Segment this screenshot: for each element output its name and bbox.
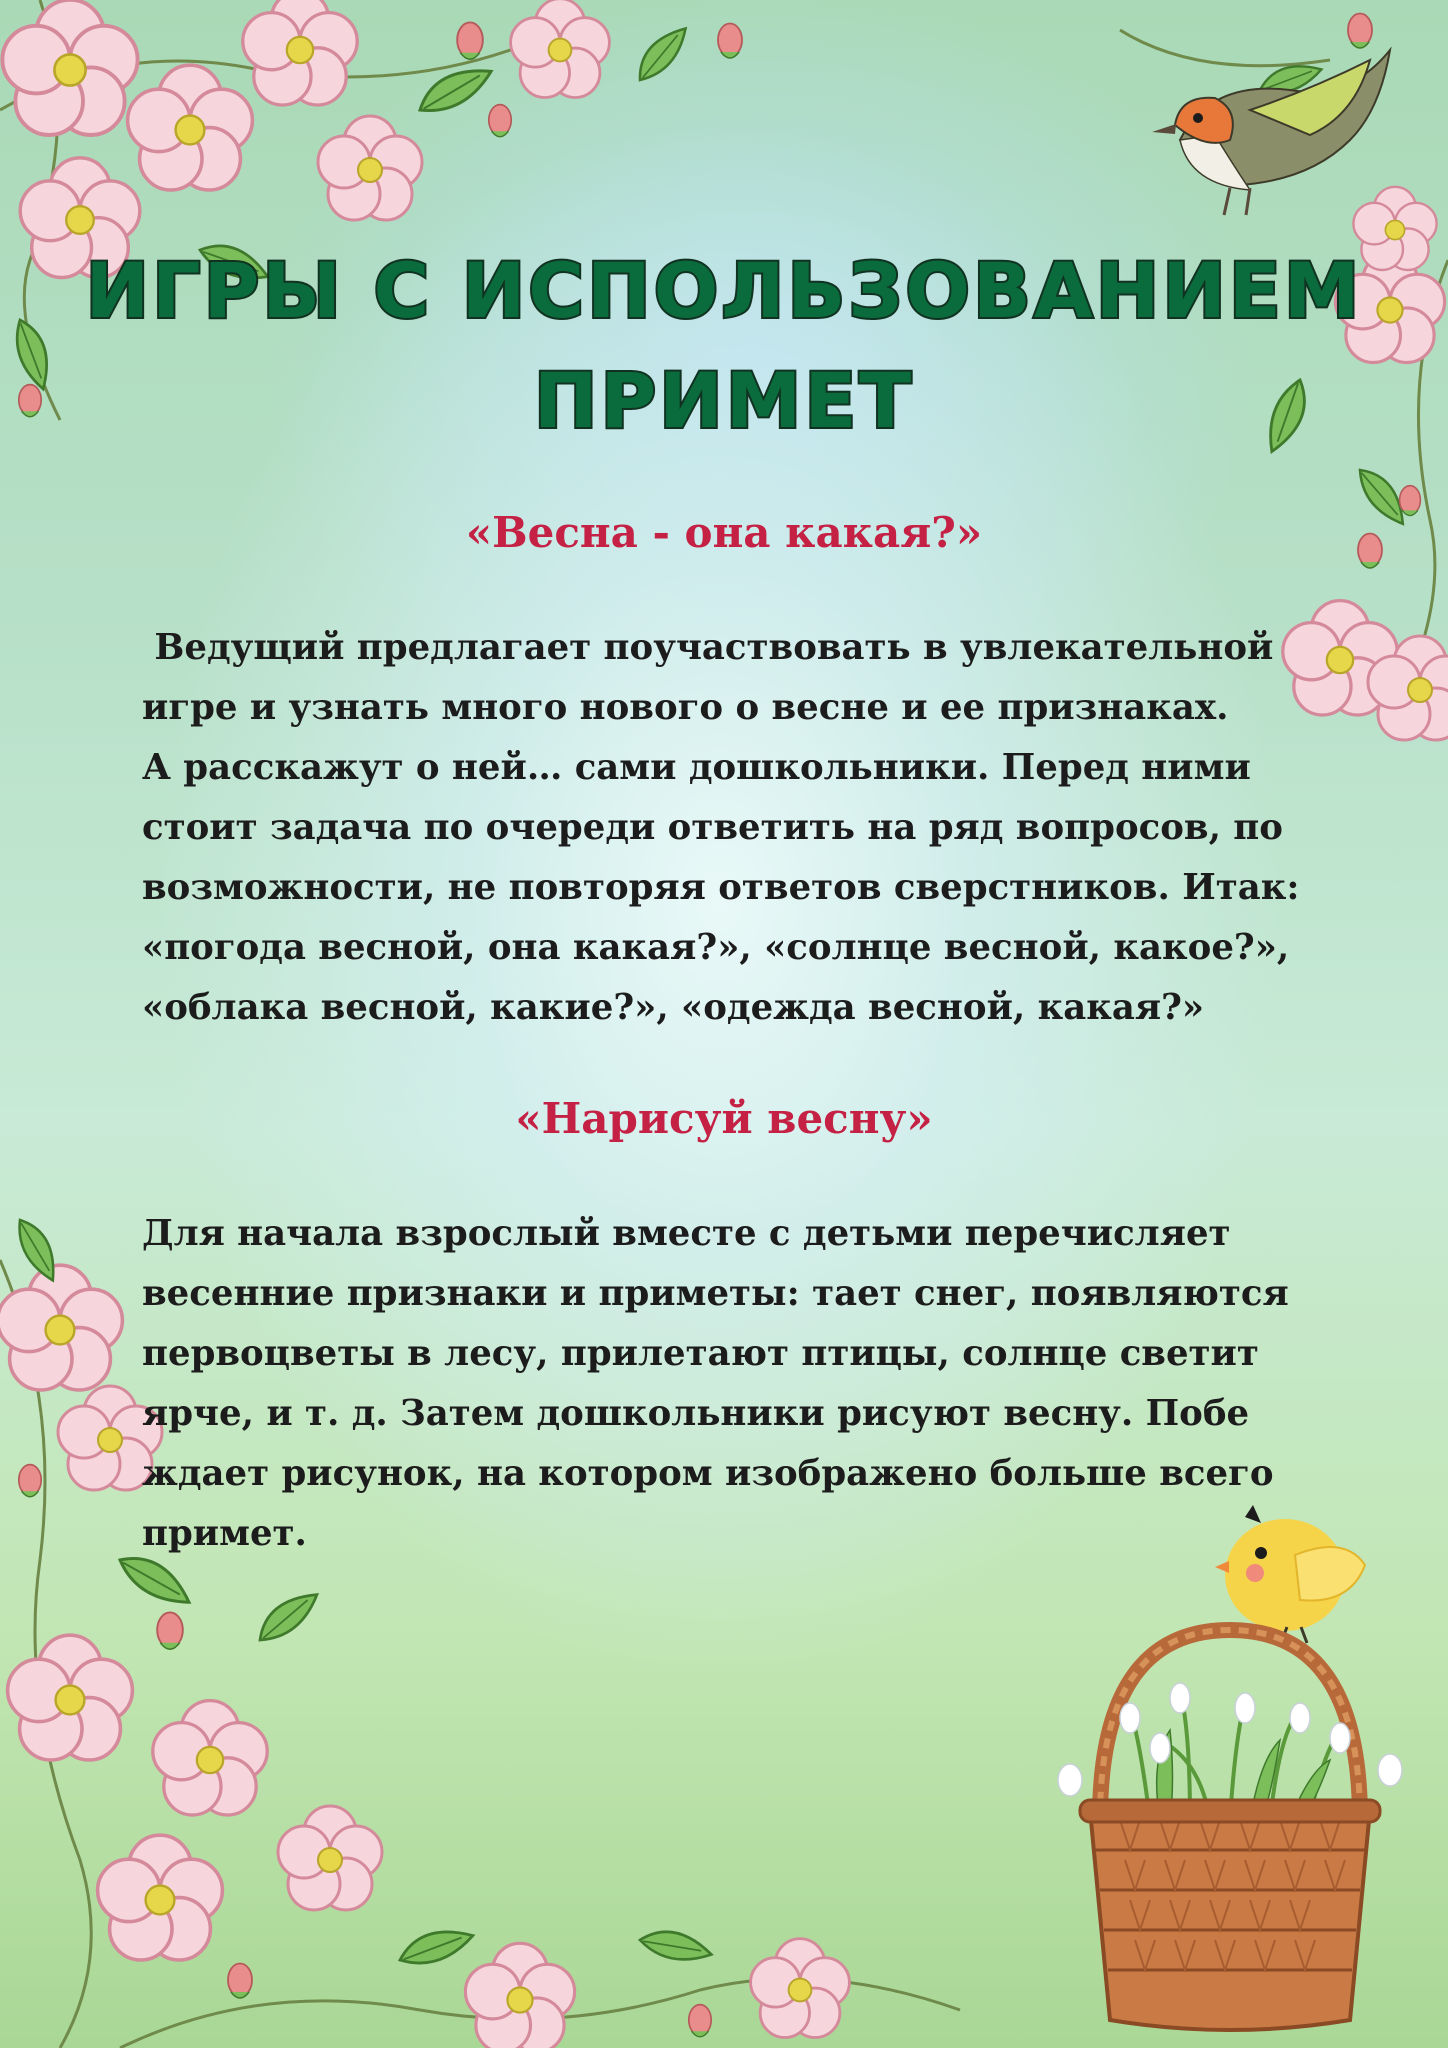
game-1-line: А расскажут о ней… сами дошкольники. Перед ними [142,747,1251,788]
game-1-description [142,618,1352,1038]
game-2-line: ярче, и т. д. Затем дошкольники рисуют весну. Побе [142,1393,1250,1434]
game-1-heading: «Весна - она какая?» [465,508,983,557]
poster-title-line-1: ИГРЫ С ИСПОЛЬЗОВАНИЕМ [85,246,1363,335]
game-2-line: весенние признаки и приметы: тает снег, появляются [142,1273,1289,1314]
game-1-line: «облака весной, какие?», «одежда весной, какая?» [142,987,1205,1028]
game-2-line: первоцветы в лесу, прилетают птицы, солнце светит [142,1333,1259,1374]
game-1-line: «погода весной, она какая?», «солнце весной, какое?», [142,927,1290,968]
poster-title-line-2: ПРИМЕТ [533,356,915,445]
game-2-heading: «Нарисуй весну» [515,1094,933,1143]
game-2-line: примет. [142,1513,307,1554]
snowdrop-basket-illustration [1040,1620,1420,2040]
game-2-description [142,1204,1352,1564]
game-1-line: возможности, не повторяя ответов сверстников. Итак: [142,867,1300,908]
game-1-line: игре и узнать много нового о весне и ее признаках. [142,687,1229,728]
game-2-line: Для начала взрослый вместе с детьми перечисляет [142,1213,1231,1254]
game-2-line: ждает рисунок, на котором изображено больше всего [142,1453,1274,1494]
game-1-line: Ведущий предлагает поучаствовать в увлекательной [142,627,1274,668]
game-1-line: стоит задача по очереди ответить на ряд вопросов, по [142,807,1283,848]
songbird-illustration [1120,20,1420,230]
